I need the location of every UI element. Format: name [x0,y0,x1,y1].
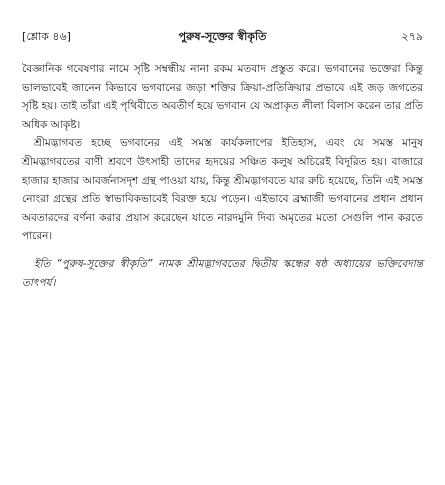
paragraph-continued: বৈজ্ঞানিক গবেষণার নামে সৃষ্টি সম্বন্ধীয় নানা রকম মতবাদ প্রস্তুত করে। ভগবানের ভক্তেরা কিন্তু ভালভাবেই জানেন কিভাবে ভগবানের জড়া শক্তির ক্রিয়া-প্রতিক্রিয়ার প্রভাবে এই জড় জগতের সৃষ্টি হয়। তাই তাঁরা এই পৃথিবীতে অবতীর্ণ হয়ে ভগবান যে অপ্রাকৃত লীলা বিলাস করেন তার প্রতি অধিক আকৃষ্ট। [22,63,423,131]
verse-reference: [শ্লোক ৪৬] [22,30,71,43]
chapter-colophon: ইতি “পুরুষ-সূক্তের স্বীকৃতি” নামক শ্রীমদ্ভাগবতের দ্বিতীয় স্কন্ধের ষষ্ঠ অধ্যায়ের ভক্তিবেদান্ত তাৎপর্য। [22,257,423,289]
running-header [22,28,423,46]
page-number: ২৭৯ [401,30,423,43]
chapter-title: পুরুষ-সূক্তের স্বীকৃতি [178,30,267,43]
paragraph: শ্রীমদ্ভাগবত হচ্ছে ভগবানের এই সমস্ত কার্যকলাপের ইতিহাস, এবং যে সমস্ত মানুষ শ্রীমদ্ভাগবতের বাণী শ্রবণে উৎসাহী তাদের হৃদয়ের সঞ্চিত কলুষ অচিরেই বিদূরিত হয়। বাজারে হাজার হাজার আবর্জনাসদৃশ গ্রন্থ পাওয়া যায়, কিন্তু শ্রীমদ্ভাগবতে যার রুচি হয়েছে, তিনি এই সমস্ত নোংরা গ্রন্থের প্রতি স্বাভাবিকভাবেই বিরক্ত হয়ে পড়েন। এইভাবে ব্রহ্মাজী ভগবানের প্রধান প্রধান অবতারদের বর্ণনা করার প্রয়াস করেছেন যাতে নারদমুনি দিব্য অমৃতের মতো সেগুলি পান করতে পারেন। [22,137,423,243]
purport-text [22,60,423,292]
